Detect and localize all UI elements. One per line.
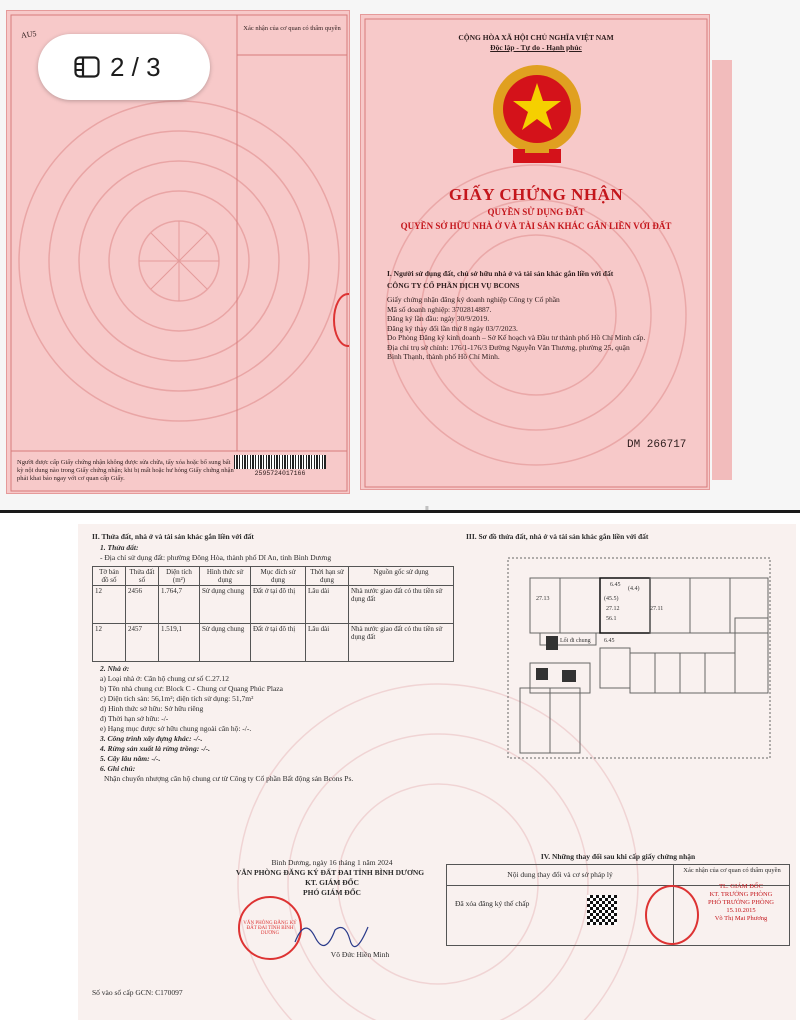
plan-label: 27.13 bbox=[536, 596, 550, 602]
land-table bbox=[92, 566, 454, 662]
plan-label: (45.5) bbox=[604, 596, 619, 602]
house-label: 2. Nhà ở: bbox=[100, 664, 130, 673]
stamp-text: VĂN PHÒNG ĐĂNG KÝ ĐẤT ĐAI TỈNH BÌNH DƯƠNG bbox=[243, 920, 297, 936]
table-cell: Lâu dài bbox=[306, 624, 349, 662]
floor-plan-diagram bbox=[500, 548, 780, 768]
other-line: 4. Rừng sản xuất là rừng trồng: -/-. bbox=[100, 744, 211, 753]
serial-number: DM 266717 bbox=[627, 439, 687, 451]
table-header: Thửa đất số bbox=[126, 567, 159, 586]
table-cell: 12 bbox=[93, 624, 126, 662]
change-confirm bbox=[693, 883, 789, 923]
signer-name: Võ Đức Hiền Minh bbox=[330, 950, 390, 959]
certificate-subtitle-2: QUYỀN SỞ HỮU NHÀ Ở VÀ TÀI SẢN KHÁC GẮN LIỀN VỚI ĐẤT bbox=[400, 221, 672, 231]
house-line: đ) Thời hạn sở hữu: -/- bbox=[100, 714, 169, 723]
house-line: d) Hình thức sở hữu: Sở hữu riêng bbox=[100, 704, 204, 713]
barcode-number: 2595724017166 bbox=[254, 470, 306, 477]
section-1-heading: I. Người sử dụng đất, chủ sở hữu nhà ở và tài sản khác gắn liền với đất bbox=[387, 269, 614, 278]
confirm-date: 15.10.2015 bbox=[726, 907, 756, 914]
plan-label: 27.12 bbox=[606, 606, 620, 612]
page-counter-badge[interactable] bbox=[38, 34, 210, 100]
section-3-heading: III. Sơ đồ thửa đất, nhà ở và tài sản khác gắn liền với đất bbox=[466, 532, 649, 541]
changes-entry: Đã xóa đăng ký thế chấp bbox=[455, 899, 530, 908]
certificate-subtitle-1: QUYỀN SỬ DỤNG ĐẤT bbox=[487, 207, 585, 217]
sign-deputy: PHÓ GIÁM ĐỐC bbox=[303, 888, 361, 897]
confirm-line: TL. GIÁM ĐỐC bbox=[719, 883, 763, 890]
changes-col-2: Xác nhận của cơ quan có thẩm quyền bbox=[683, 867, 781, 874]
signature-scribble bbox=[290, 912, 370, 952]
confirm-line: PHÓ TRƯỞNG PHÒNG bbox=[708, 899, 774, 906]
confirm-signer: Võ Thị Mai Phương bbox=[714, 915, 768, 922]
house-line: a) Loại nhà ở: Căn hộ chung cư số C.27.12 bbox=[100, 674, 230, 683]
section-2-heading: II. Thửa đất, nhà ở và tài sản khác gắn liền với đất bbox=[92, 532, 254, 541]
table-header-row bbox=[93, 567, 454, 586]
table-cell: 12 bbox=[93, 586, 126, 624]
changes-table bbox=[446, 864, 790, 946]
table-cell: Đất ở tại đô thị bbox=[251, 586, 306, 624]
other-line: 5. Cây lâu năm: -/-. bbox=[100, 754, 161, 763]
changes-col-1: Nội dung thay đổi và cơ sở pháp lý bbox=[507, 870, 613, 879]
table-header: Thời hạn sử dụng bbox=[306, 567, 349, 586]
table-row bbox=[93, 624, 454, 662]
owner-line: Bình Thạnh, thành phố Hồ Chí Minh. bbox=[387, 352, 500, 361]
country-motto: Độc lập - Tự do - Hạnh phúc bbox=[490, 43, 582, 52]
owner-line: Địa chỉ trụ sở chính: 176/1-176/3 Đường Nguyễn Văn Thương, phường 25, quận bbox=[387, 342, 630, 352]
certificate-title: GIẤY CHỨNG NHẬN bbox=[448, 185, 624, 204]
corner-handwritten-tag: AU5 bbox=[20, 28, 38, 41]
barcode-icon bbox=[234, 455, 326, 469]
plan-label: Lối đi chung bbox=[560, 638, 591, 644]
house-line: c) Diện tích sàn: 56,1m²; diện tích sử dụng: 51,7m² bbox=[100, 694, 254, 703]
plan-label: 6.45 bbox=[610, 582, 621, 588]
change-stamp bbox=[645, 885, 699, 945]
sign-kt: KT. GIÁM ĐỐC bbox=[305, 878, 359, 887]
page-counter-text: 2 / 3 bbox=[110, 51, 161, 82]
other-items bbox=[100, 734, 210, 774]
table-header: Diện tích (m²) bbox=[159, 567, 200, 586]
house-line: b) Tên nhà chung cư: Block C - Chung cư Quang Phúc Plaza bbox=[100, 684, 283, 693]
confirm-line: KT. TRƯỞNG PHÒNG bbox=[709, 891, 773, 898]
owner-line: Do Phòng Đăng ký kinh doanh – Sở Kế hoạch và Đầu tư thành phố Hồ Chí Minh cấp. bbox=[387, 333, 646, 342]
plan-label: (4.4) bbox=[628, 586, 640, 592]
table-cell: 1.519,1 bbox=[159, 624, 200, 662]
country-name: CỘNG HÒA XÃ HỘI CHỦ NGHĨA VIỆT NAM bbox=[458, 33, 614, 42]
table-cell: 1.764,7 bbox=[159, 586, 200, 624]
house-details bbox=[100, 674, 283, 734]
owner-details bbox=[387, 295, 707, 362]
plan-label: 56.1 bbox=[606, 616, 617, 622]
land-address: - Địa chỉ sử dụng đất: phường Đông Hòa, thành phố Dĩ An, tỉnh Bình Dương bbox=[100, 553, 332, 562]
table-cell: Nhà nước giao đất có thu tiền sử dụng đất bbox=[349, 624, 454, 662]
owner-line: Mã số doanh nghiệp: 3702814887. bbox=[387, 304, 492, 314]
owner-name: CÔNG TY CỔ PHẦN DỊCH VỤ BCONS bbox=[387, 281, 520, 290]
owner-line: Đăng ký thay đổi lần thứ 8 ngày 03/7/2023. bbox=[387, 323, 518, 333]
note-text: Nhận chuyển nhượng căn hộ chung cư từ Công ty Cổ phần Bất động sản Bcons Ps. bbox=[104, 774, 354, 783]
land-label: 1. Thửa đất: bbox=[100, 543, 139, 552]
table-cell: Sử dụng chung bbox=[200, 586, 251, 624]
table-cell: 2457 bbox=[126, 624, 159, 662]
table-header: Hình thức sử dụng bbox=[200, 567, 251, 586]
table-cell: Lâu dài bbox=[306, 586, 349, 624]
table-header: Mục đích sử dụng bbox=[251, 567, 306, 586]
table-header: Tờ bản đồ số bbox=[93, 567, 126, 586]
national-emblem-icon bbox=[489, 61, 585, 173]
sign-place-date: Bình Dương, ngày 16 tháng 1 năm 2024 bbox=[271, 858, 393, 867]
certificate-right-page bbox=[360, 14, 710, 490]
other-line: 6. Ghi chú: bbox=[100, 764, 136, 773]
owner-line: Giấy chứng nhận đăng ký doanh nghiệp Công ty Cổ phần bbox=[387, 295, 560, 304]
qr-code-icon bbox=[587, 895, 617, 925]
table-row bbox=[93, 586, 454, 624]
table-cell: Nhà nước giao đất có thu tiền sử dụng đất bbox=[349, 586, 454, 624]
left-footer-note: Người được cấp Giấy chứng nhận không được sửa chữa, tẩy xóa hoặc bổ sung bất kỳ nội dung nào trong Giấy chứng nhận; khi bị mất hoặc hư hỏng Giấy chứng nhận phải khai báo ngay với cơ quan cấp Giấy. bbox=[17, 459, 234, 482]
table-cell: Đất ở tại đô thị bbox=[251, 624, 306, 662]
table-cell: Sử dụng chung bbox=[200, 624, 251, 662]
table-header: Nguồn gốc sử dụng bbox=[349, 567, 454, 586]
owner-line: Đăng ký lần đầu: ngày 30/9/2019. bbox=[387, 314, 490, 323]
other-line: 3. Công trình xây dựng khác: -/-. bbox=[100, 734, 203, 743]
left-confirm-header: Xác nhận của cơ quan có thẩm quyền bbox=[243, 25, 341, 32]
house-line: e) Hạng mục được sở hữu chung ngoài căn hộ: -/-. bbox=[100, 724, 252, 733]
plan-label: 6.45 bbox=[604, 638, 615, 644]
sign-office: VĂN PHÒNG ĐĂNG KÝ ĐẤT ĐAI TỈNH BÌNH DƯƠNG bbox=[235, 868, 425, 877]
plan-label: 27.11 bbox=[650, 606, 664, 612]
table-cell: 2456 bbox=[126, 586, 159, 624]
registry-number: Số vào sổ cấp GCN: C170097 bbox=[92, 988, 183, 997]
gallery-icon bbox=[74, 56, 100, 78]
page-edge bbox=[712, 60, 732, 480]
section-4-heading: IV. Những thay đổi sau khi cấp giấy chứng nhận bbox=[540, 852, 696, 861]
